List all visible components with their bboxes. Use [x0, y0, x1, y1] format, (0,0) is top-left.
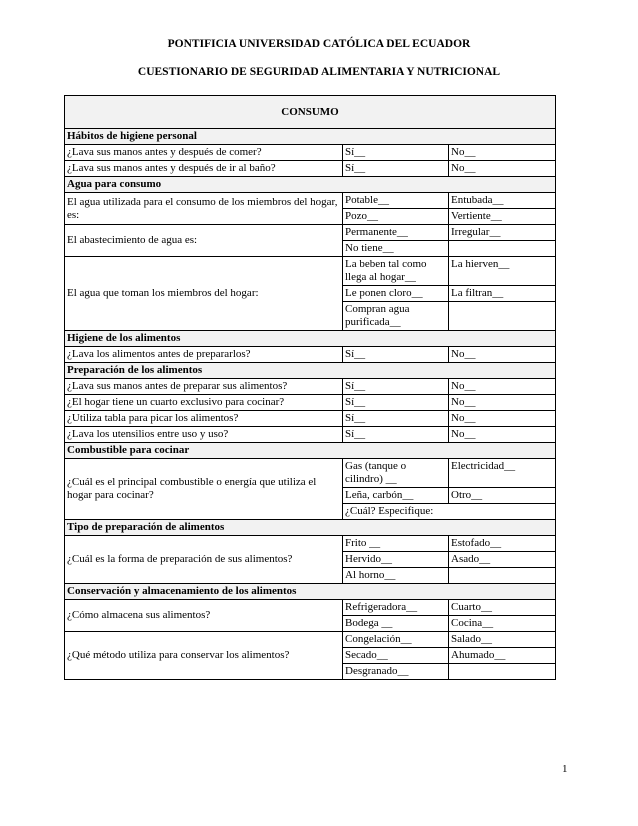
option-irregular[interactable]: Irregular__ [449, 225, 556, 241]
option-desgranado[interactable]: Desgranado__ [343, 664, 449, 680]
question: El agua que toman los miembros del hogar: [65, 257, 343, 331]
option-estofado[interactable]: Estofado__ [449, 536, 556, 552]
option-congelacion[interactable]: Congelación__ [343, 632, 449, 648]
question: ¿Cómo almacena sus alimentos? [65, 600, 343, 632]
consumo-header: CONSUMO [65, 96, 556, 129]
empty-cell [449, 568, 556, 584]
option-si[interactable]: Sí__ [343, 379, 449, 395]
option-bodega[interactable]: Bodega __ [343, 616, 449, 632]
question: ¿Lava sus manos antes y después de comer? [65, 145, 343, 161]
option-refrigeradora[interactable]: Refrigeradora__ [343, 600, 449, 616]
option-no[interactable]: No__ [449, 145, 556, 161]
option-no[interactable]: No__ [449, 161, 556, 177]
question: El abastecimiento de agua es: [65, 225, 343, 257]
section-agua: Agua para consumo [65, 177, 556, 193]
option-hervido[interactable]: Hervido__ [343, 552, 449, 568]
table-row [65, 225, 556, 241]
option-horno[interactable]: Al horno__ [343, 568, 449, 584]
option-beben-tal[interactable]: La beben tal como llega al hogar__ [343, 257, 449, 286]
section-conservacion: Conservación y almacenamiento de los alimentos [65, 584, 556, 600]
section-higiene-personal: Hábitos de higiene personal [65, 129, 556, 145]
question: ¿Lava los alimentos antes de prepararlos? [65, 347, 343, 363]
option-vertiente[interactable]: Vertiente__ [449, 209, 556, 225]
option-si[interactable]: Sí__ [343, 145, 449, 161]
table-row [65, 257, 556, 286]
option-entubada[interactable]: Entubada__ [449, 193, 556, 209]
option-frito[interactable]: Frito __ [343, 536, 449, 552]
table-row [65, 459, 556, 488]
option-filtran[interactable]: La filtran__ [449, 286, 556, 302]
table-row [65, 145, 556, 161]
option-permanente[interactable]: Permanente__ [343, 225, 449, 241]
table-row [65, 161, 556, 177]
university-title: PONTIFICIA UNIVERSIDAD CATÓLICA DEL ECUADOR [167, 38, 471, 50]
page-number: 1 [562, 763, 568, 775]
question: ¿Cuál es la forma de preparación de sus alimentos? [65, 536, 343, 584]
section-higiene-alimentos: Higiene de los alimentos [65, 331, 556, 347]
question: El agua utilizada para el consumo de los miembros del hogar, es: [65, 193, 343, 225]
table-row [65, 536, 556, 552]
option-potable[interactable]: Potable__ [343, 193, 449, 209]
section-combustible: Combustible para cocinar [65, 443, 556, 459]
question: ¿Cuál es el principal combustible o energía que utiliza el hogar para cocinar? [65, 459, 343, 520]
table-row [65, 427, 556, 443]
empty-cell [449, 241, 556, 257]
question: ¿Utiliza tabla para picar los alimentos? [65, 411, 343, 427]
option-electricidad[interactable]: Electricidad__ [449, 459, 556, 488]
option-ahumado[interactable]: Ahumado__ [449, 648, 556, 664]
option-asado[interactable]: Asado__ [449, 552, 556, 568]
question: ¿El hogar tiene un cuarto exclusivo para cocinar? [65, 395, 343, 411]
table-row [65, 600, 556, 616]
option-si[interactable]: Sí__ [343, 161, 449, 177]
table-row [65, 347, 556, 363]
empty-cell [449, 302, 556, 331]
question: ¿Lava sus manos antes y después de ir al baño? [65, 161, 343, 177]
section-tipo-preparacion: Tipo de preparación de alimentos [65, 520, 556, 536]
option-no-tiene[interactable]: No tiene__ [343, 241, 449, 257]
questionnaire-title: CUESTIONARIO DE SEGURIDAD ALIMENTARIA Y NUTRICIONAL [137, 66, 501, 78]
table-row [65, 379, 556, 395]
empty-cell [449, 664, 556, 680]
option-pozo[interactable]: Pozo__ [343, 209, 449, 225]
option-si[interactable]: Sí__ [343, 347, 449, 363]
option-hierven[interactable]: La hierven__ [449, 257, 556, 286]
option-especifique[interactable]: ¿Cuál? Especifique: [343, 504, 556, 520]
option-no[interactable]: No__ [449, 427, 556, 443]
option-compran[interactable]: Compran agua purificada__ [343, 302, 449, 331]
option-secado[interactable]: Secado__ [343, 648, 449, 664]
option-cuarto[interactable]: Cuarto__ [449, 600, 556, 616]
option-no[interactable]: No__ [449, 347, 556, 363]
option-salado[interactable]: Salado__ [449, 632, 556, 648]
option-no[interactable]: No__ [449, 379, 556, 395]
option-cloro[interactable]: Le ponen cloro__ [343, 286, 449, 302]
question: ¿Qué método utiliza para conservar los alimentos? [65, 632, 343, 680]
option-otro[interactable]: Otro__ [449, 488, 556, 504]
question: ¿Lava sus manos antes de preparar sus alimentos? [65, 379, 343, 395]
option-si[interactable]: Sí__ [343, 395, 449, 411]
option-no[interactable]: No__ [449, 411, 556, 427]
question: ¿Lava los utensilios entre uso y uso? [65, 427, 343, 443]
option-gas[interactable]: Gas (tanque o cilindro) __ [343, 459, 449, 488]
option-no[interactable]: No__ [449, 395, 556, 411]
option-lena[interactable]: Leña, carbón__ [343, 488, 449, 504]
section-preparacion: Preparación de los alimentos [65, 363, 556, 379]
table-row [65, 395, 556, 411]
table-row [65, 632, 556, 648]
table-row [65, 411, 556, 427]
table-row [65, 193, 556, 209]
option-cocina[interactable]: Cocina__ [449, 616, 556, 632]
option-si[interactable]: Sí__ [343, 411, 449, 427]
questionnaire-table [64, 95, 556, 680]
option-si[interactable]: Sí__ [343, 427, 449, 443]
